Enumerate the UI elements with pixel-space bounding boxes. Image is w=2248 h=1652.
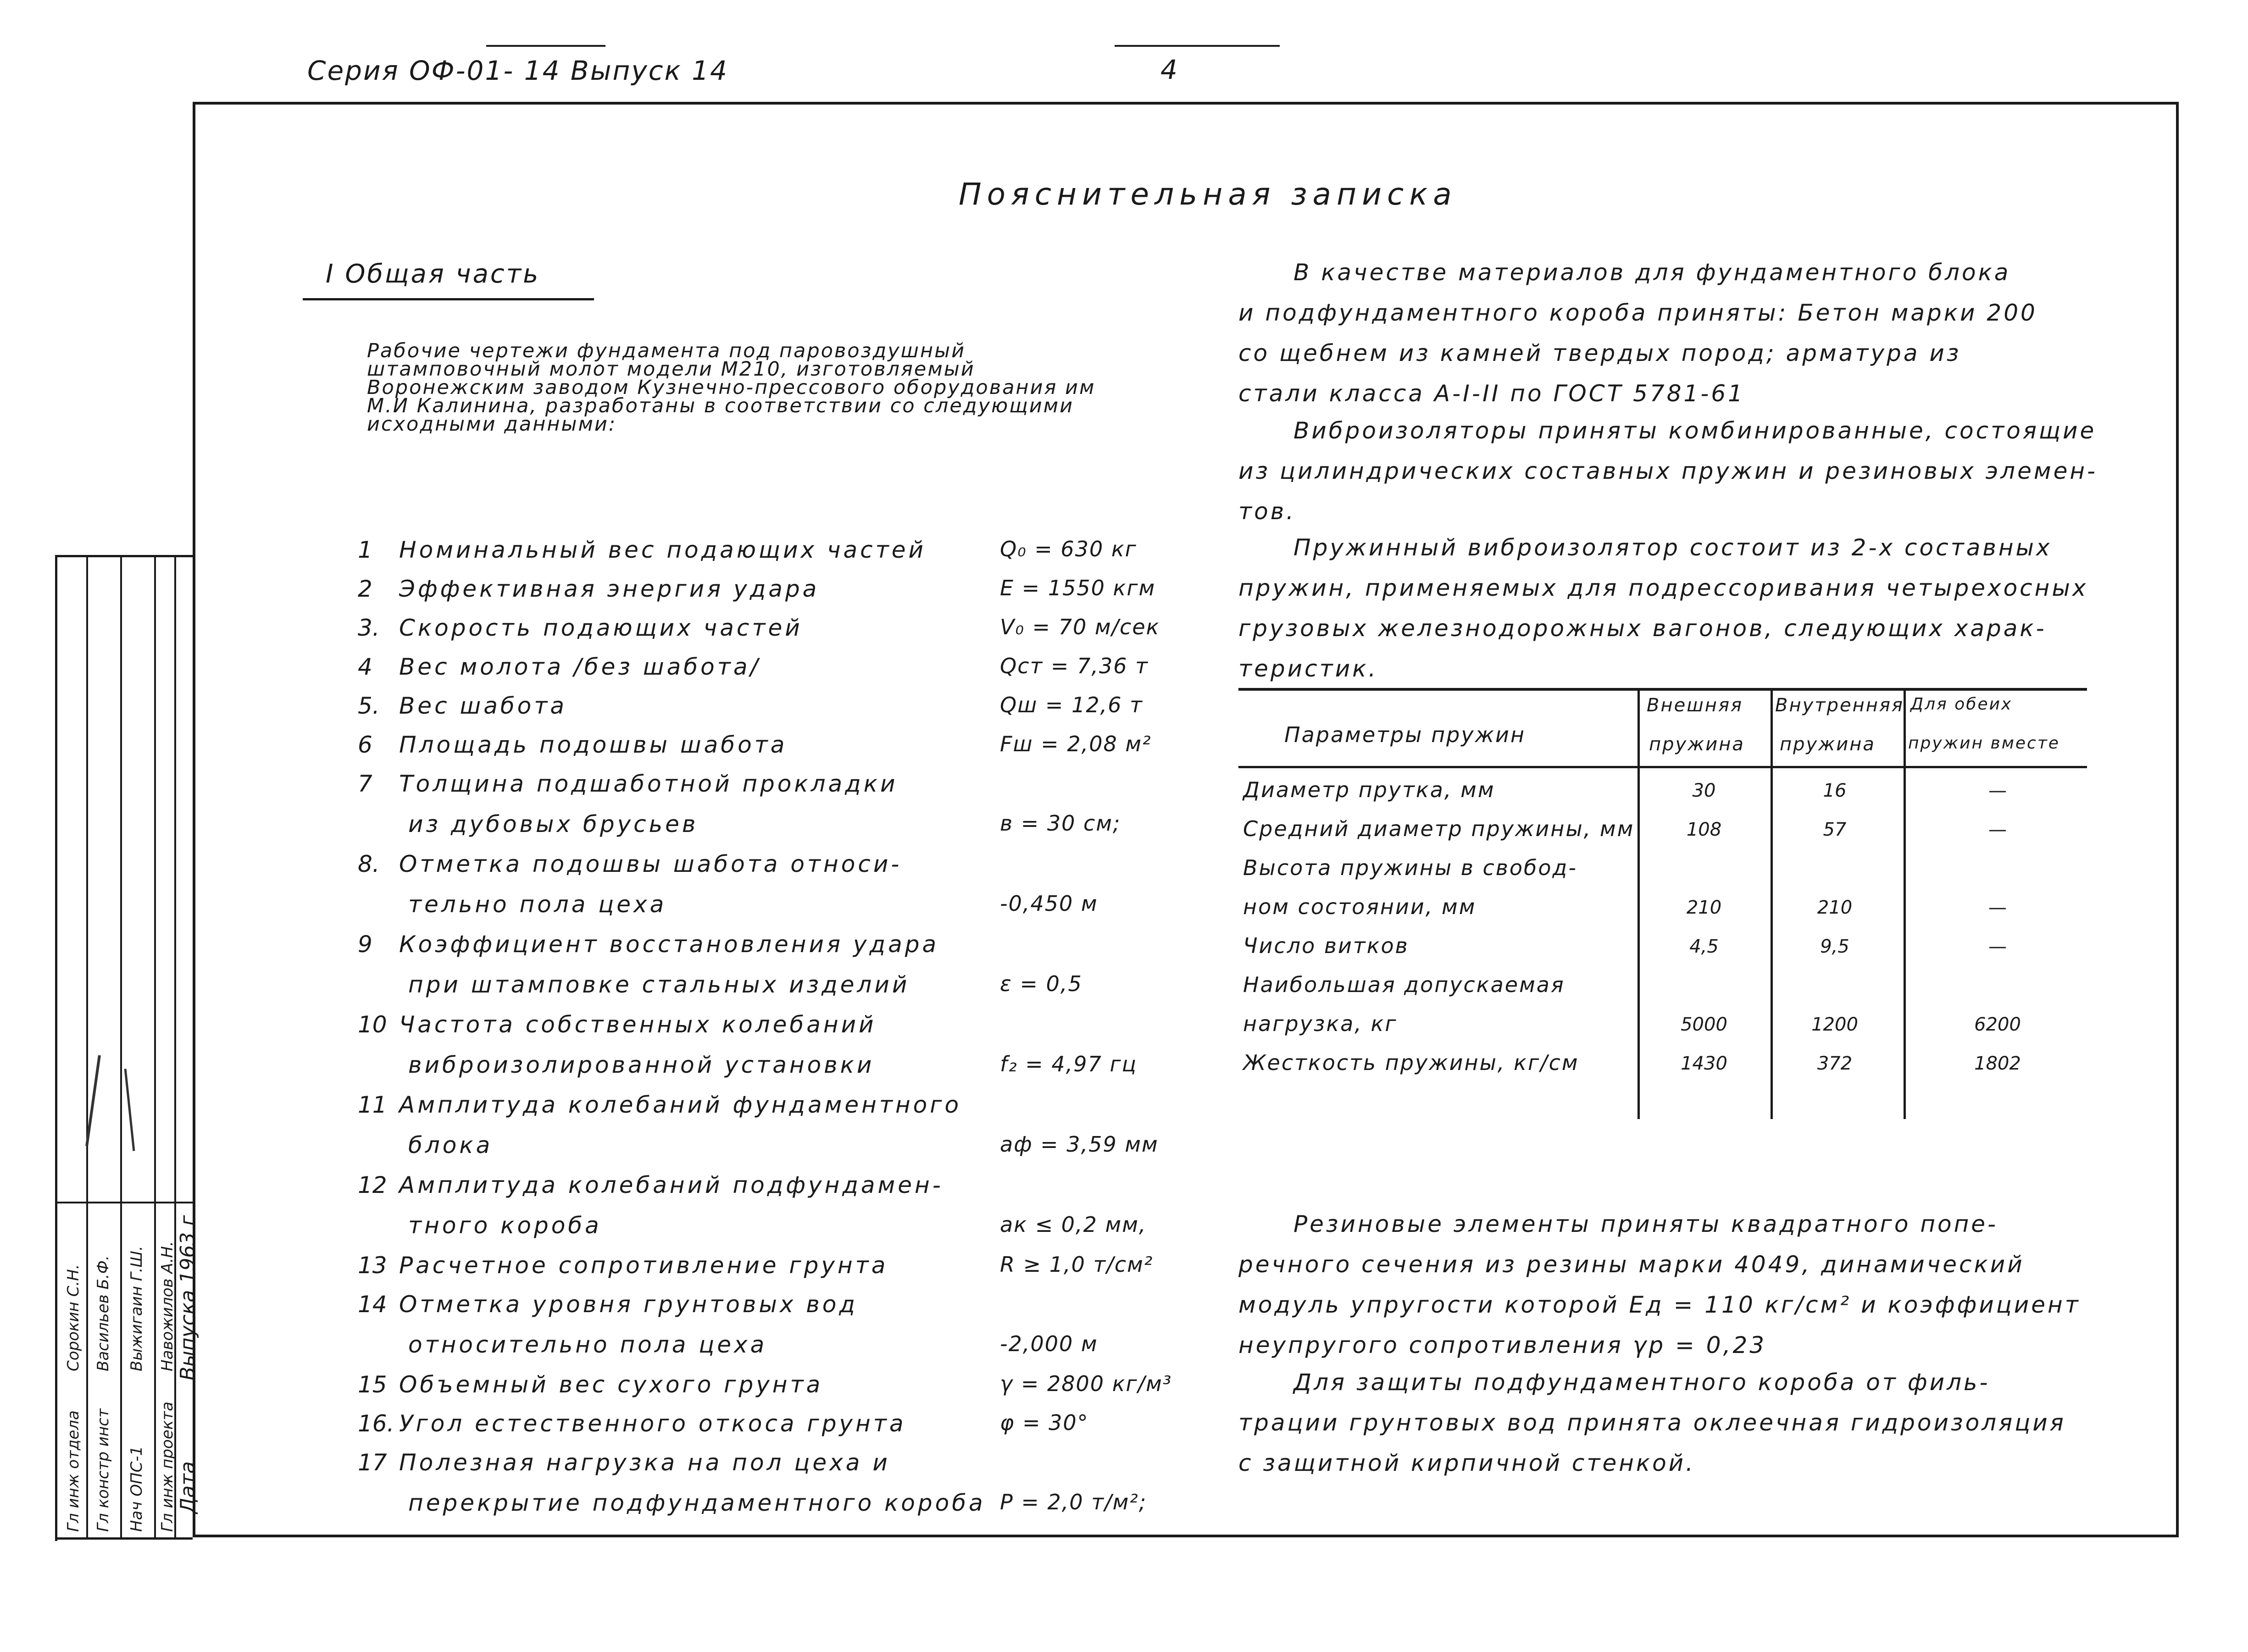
item-value: ε = 0,5 [1000,971,1082,996]
table-rule [1238,688,2087,691]
series-label: Серия ОФ-01- 14 Выпуск 14 [307,55,728,86]
item-number: 6 [358,732,372,758]
table-row-label: Наибольшая допускаемая [1243,972,1565,997]
table-row-label: нагрузка, кг [1243,1011,1398,1036]
item-text: Объемный вес сухого грунта [399,1371,823,1398]
stamp-signature [124,1069,135,1151]
stamp-date-value: Выпуска 1963 г [176,1215,200,1380]
table-rule [1771,688,1773,1119]
stamp-name-3: Выжигаин Г.Ш. [128,1246,146,1371]
item-number: 14 [358,1291,387,1318]
intro-paragraph: Рабочие чертежи фундамента под паровоздушный штамповочный молот модели М210, изготовляемый Воронежским заводом Кузнечно-прессового оборудования им М.И Калинина, разработаны в соответствии со следующими исходными данными: [367,339,1096,436]
section-heading: I Общая часть [326,259,540,289]
paragraph-line: стали класса А-I-II по ГОСТ 5781-61 [1238,380,1745,407]
item-value: Q₀ = 630 кг [1000,537,1137,561]
table-row-label: ном состоянии, мм [1243,894,1476,919]
item-text: Частота собственных колебаний [399,1011,877,1038]
table-row-label: Средний диаметр пружины, мм [1243,816,1635,841]
table-cell-both: — [1988,819,2007,840]
paragraph-line: теристик. [1238,655,1378,682]
paragraph-line: В качестве материалов для фундаментного блока [1293,259,2011,286]
item-text: Скорость подающих частей [399,615,803,641]
item-number: 11 [358,1092,387,1118]
item-number: 4 [358,654,372,680]
table-row-label: Жесткость пружины, кг/см [1243,1050,1579,1075]
item-text: Коэффициент восстановления удара [399,931,939,958]
item-value: φ = 30° [1000,1410,1089,1435]
item-text: тельно пола цеха [408,891,667,918]
table-rule [1904,688,1906,1119]
table-header-both: пружин вместе [1908,734,2060,753]
page-number: 4 [1160,54,1179,85]
stamp-name-2: Васильев Б.Ф. [94,1255,112,1371]
item-value: Qш = 12,6 т [1000,693,1143,717]
item-text: перекрытие подфундаментного короба [408,1490,986,1516]
stamp-name-4: Навожилов А.Н. [158,1241,177,1371]
item-number: 12 [358,1172,387,1198]
item-value: E = 1550 кгм [1000,576,1156,600]
item-value: aф = 3,59 мм [1000,1132,1159,1157]
stamp-role-4: Гл инж проекта [158,1402,177,1532]
item-text: при штамповке стальных изделий [408,971,910,998]
item-number: 8. [358,851,380,877]
paragraph-line: Виброизоляторы приняты комбинированные, состоящие [1293,417,2097,444]
paragraph-line: Пружинный виброизолятор состоит из 2-х составных [1293,534,2052,561]
table-cell-inner: 16 [1823,780,1847,801]
paragraph-line: речного сечения из резины марки 4049, динамический [1238,1251,2025,1278]
table-row-label: Диаметр прутка, мм [1243,777,1495,802]
item-text: блока [408,1132,493,1159]
paragraph-line: трации грунтовых вод принята оклеечная гидроизоляция [1238,1409,2066,1436]
item-value: V₀ = 70 м/сек [1000,615,1160,639]
item-number: 2 [358,576,372,602]
section-heading-underline [303,298,594,300]
item-number: 9 [358,931,372,958]
paragraph-line: Для защиты подфундаментного короба от филь- [1293,1369,1990,1396]
paragraph-line: тов. [1238,498,1296,525]
item-number: 3. [358,615,380,641]
item-text: Полезная нагрузка на пол цеха и [399,1449,890,1476]
item-number: 13 [358,1252,387,1279]
item-text: Эффективная энергия удара [399,576,820,602]
item-value: R ≥ 1,0 т/см² [1000,1252,1154,1277]
table-header-outer: пружина [1649,734,1745,755]
table-header-both: Для обеих [1910,695,2013,714]
paragraph-line: неупругого сопротивления γр = 0,23 [1238,1332,1767,1358]
table-cell-both: 1802 [1974,1053,2021,1074]
stamp-role-2: Гл констр инст [94,1408,112,1532]
item-value: P = 2,0 т/м²; [1000,1490,1147,1514]
item-text: Отметка подошвы шабота относи- [399,851,902,877]
table-cell-outer: 108 [1686,819,1722,840]
item-number: 5. [358,693,380,719]
table-cell-outer: 30 [1692,780,1716,801]
item-number: 10 [358,1011,387,1038]
item-number: 15 [358,1371,387,1398]
item-value: в = 30 см; [1000,811,1121,836]
header-rule-left [486,45,605,47]
item-text: относительно пола цеха [408,1331,767,1358]
item-value: γ = 2800 кг/м³ [1000,1371,1172,1396]
item-text: из дубовых брусьев [408,811,699,837]
item-number: 7 [358,771,372,797]
table-cell-inner: 9,5 [1820,936,1849,957]
table-cell-inner: 210 [1817,897,1853,918]
item-text: Вес шабота [399,693,567,719]
table-row-label: Высота пружины в свобод- [1243,855,1577,880]
item-value: -0,450 м [1000,891,1098,916]
item-number: 16. [358,1410,394,1437]
stamp-date-label: Дата [176,1461,200,1513]
item-text: Отметка уровня грунтовых вод [399,1291,858,1318]
paragraph-line: из цилиндрических составных пружин и резиновых элемен- [1238,458,2098,484]
item-text: Площадь подошвы шабота [399,732,788,758]
stamp-name-1: Сорокин С.Н. [64,1264,83,1371]
header-rule-right [1115,45,1280,47]
table-cell-outer: 1430 [1681,1053,1727,1074]
item-text: Вес молота /без шабота/ [399,654,761,680]
table-cell-outer: 210 [1686,897,1722,918]
table-cell-both: 6200 [1974,1014,2021,1035]
item-number: 17 [358,1449,387,1476]
table-cell-inner: 57 [1823,819,1847,840]
table-header-inner: пружина [1780,734,1876,755]
item-text: Угол естественного откоса грунта [399,1410,906,1437]
paragraph-line: модуль упругости которой Eд = 110 кг/см² и коэффициент [1238,1292,2081,1318]
stamp-role-3: Нач ОПС-1 [128,1446,146,1532]
item-value: Qст = 7,36 т [1000,654,1149,678]
paragraph-line: пружин, применяемых для подрессоривания четырехосных [1238,575,2088,601]
table-rule [1238,766,2087,768]
table-cell-both: — [1988,897,2007,918]
item-text: Амплитуда колебаний подфундамен- [399,1172,944,1198]
stamp-role-1: Гл инж отдела [64,1410,83,1532]
item-value: aк ≤ 0,2 мм, [1000,1212,1147,1237]
item-value: Fш = 2,08 м² [1000,732,1152,756]
table-cell-both: — [1988,780,2007,801]
paragraph-line: со щебнем из камней твердых пород; арматура из [1238,340,1961,366]
paragraph-line: с защитной кирпичной стенкой. [1238,1450,1696,1476]
paragraph-line: и подфундаментного короба приняты: Бетон марки 200 [1238,299,2037,326]
paragraph-line: грузовых железнодорожных вагонов, следующих харак- [1238,615,2047,642]
item-text: Амплитуда колебаний фундаментного [399,1092,962,1118]
item-text: Расчетное сопротивление грунта [399,1252,888,1279]
item-value: -2,000 м [1000,1331,1098,1356]
item-number: 1 [358,537,372,563]
table-cell-outer: 4,5 [1689,936,1719,957]
item-text: Толщина подшаботной прокладки [399,771,898,797]
table-cell-inner: 372 [1817,1053,1853,1074]
document-title: Пояснительная записка [959,177,1457,212]
item-text: виброизолированной установки [408,1052,875,1078]
table-rule [1637,688,1640,1119]
table-cell-outer: 5000 [1681,1014,1727,1035]
table-header-param: Параметры пружин [1284,722,1526,747]
table-cell-both: — [1988,936,2007,957]
table-header-inner: Внутренняя [1775,695,1904,716]
table-row-label: Число витков [1243,933,1409,958]
table-header-outer: Внешняя [1647,695,1743,716]
item-value: f₂ = 4,97 гц [1000,1052,1137,1076]
item-text: Номинальный вес подающих частей [399,537,927,563]
item-text: тного короба [408,1212,602,1239]
table-cell-inner: 1200 [1811,1014,1858,1035]
paragraph-line: Резиновые элементы приняты квадратного попе- [1293,1211,1998,1237]
